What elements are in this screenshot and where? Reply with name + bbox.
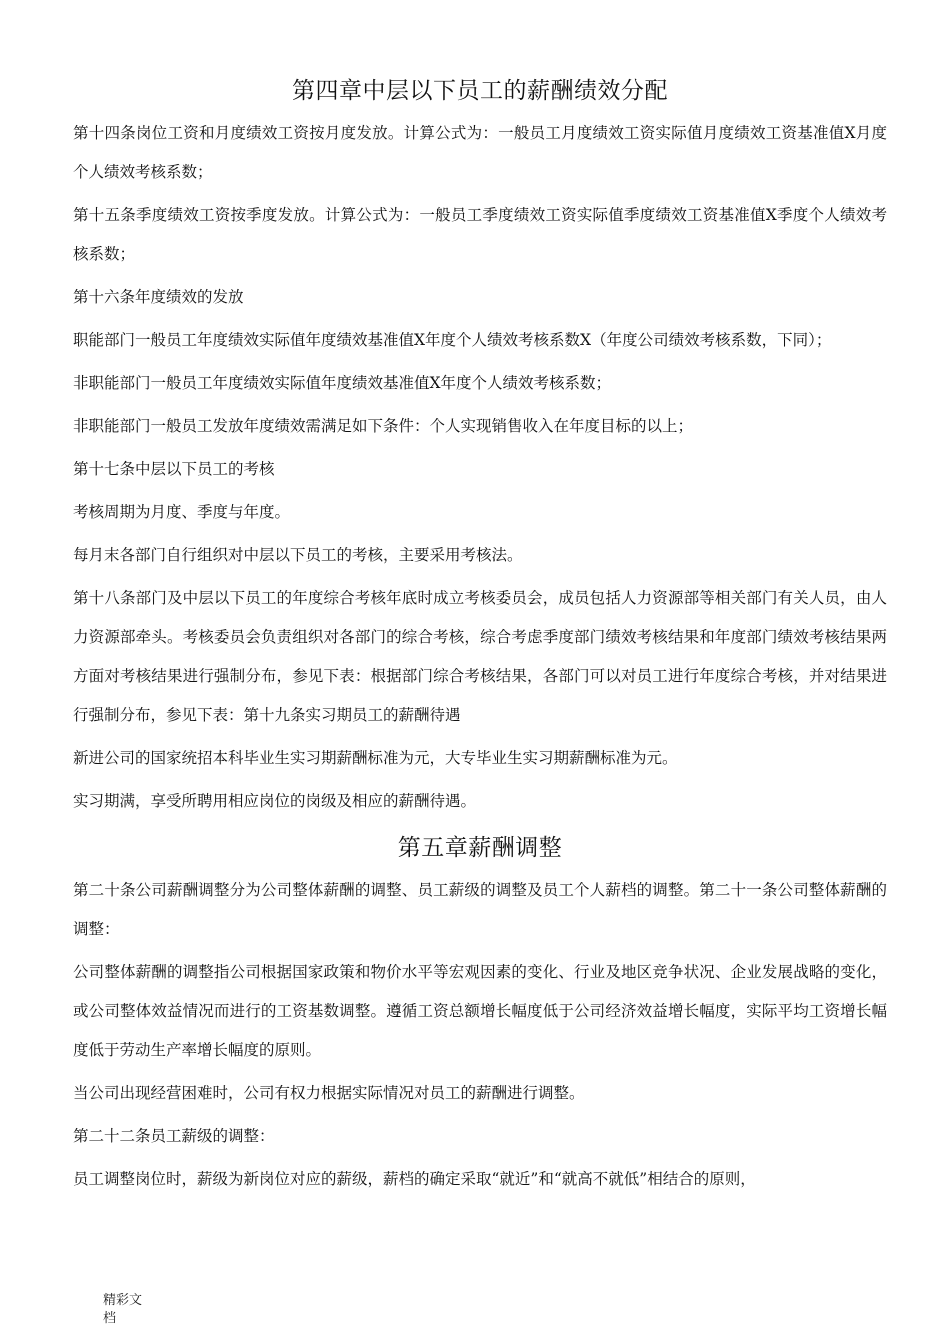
chapter-4-title: 第四章中层以下员工的薪酬绩效分配 — [292, 78, 668, 104]
non-functional-dept-bonus-paragraph: 非职能部门一般员工年度绩效实际值年度绩效基准值X年度个人绩效考核系数； — [73, 374, 612, 392]
bonus-condition-paragraph: 非职能部门一般员工发放年度绩效需满足如下条件：个人实现销售收入在年度目标的以上； — [73, 417, 694, 435]
page-footer — [103, 1292, 151, 1328]
article-22-heading: 第二十二条员工薪级的调整： — [73, 1127, 275, 1145]
article-18-paragraph: 第十八条部门及中层以下员工的年度综合考核年底时成立考核委员会，成员包括人力资源部等相关部门有关人员，由人力资源部牵头。考核委员会负责组织对各部门的综合考核，综合考虑季度部门绩效考核结果和年度部门绩效考核结果两方面对考核结果进行强制分布，参见下表：根据部门综合考核结果，各部门可以对员工进行年度综合考核，并对结果进行强制分布，参见下表：第十九条实习期员工的薪酬待遇 — [73, 589, 887, 724]
chapter-5-title: 第五章薪酬调整 — [397, 835, 563, 861]
functional-dept-bonus-paragraph: 职能部门一般员工年度绩效实际值年度绩效基准值X年度个人绩效考核系数X（年度公司绩效考核系数，下同）； — [73, 331, 832, 349]
article-14-paragraph: 第十四条岗位工资和月度绩效工资按月度发放。计算公式为：一般员工月度绩效工资实际值月度绩效工资基准值X月度个人绩效考核系数； — [73, 124, 887, 181]
footer-line-2: 档 — [103, 1311, 117, 1326]
difficulty-adjustment-paragraph: 当公司出现经营困难时，公司有权力根据实际情况对员工的薪酬进行调整。 — [73, 1084, 585, 1102]
article-20-paragraph: 第二十条公司薪酬调整分为公司整体薪酬的调整、员工薪级的调整及员工个人薪档的调整。第二十一条公司整体薪酬的调整： — [73, 881, 887, 938]
footer-line-1: 精彩文 — [103, 1293, 143, 1308]
document-body — [73, 74, 887, 1203]
intern-salary-paragraph: 新进公司的国家统招本科毕业生实习期薪酬标准为元，大专毕业生实习期薪酬标准为元。 — [73, 749, 678, 767]
position-change-paragraph: 员工调整岗位时，薪级为新岗位对应的薪级，薪档的确定采取“就近”和“就高不就低”相结合的原则， — [73, 1170, 756, 1188]
article-16-heading: 第十六条年度绩效的发放 — [73, 288, 244, 306]
intern-completion-paragraph: 实习期满，享受所聘用相应岗位的岗级及相应的薪酬待遇。 — [73, 792, 477, 810]
overall-salary-adjustment-paragraph: 公司整体薪酬的调整指公司根据国家政策和物价水平等宏观因素的变化、行业及地区竞争状况、企业发展战略的变化，或公司整体效益情况而进行的工资基数调整。遵循工资总额增长幅度低于公司经济效益增长幅度，实际平均工资增长幅度低于劳动生产率增长幅度的原则。 — [73, 963, 887, 1059]
monthly-assessment-paragraph: 每月末各部门自行组织对中层以下员工的考核，主要采用考核法。 — [73, 546, 523, 564]
assessment-cycle-paragraph: 考核周期为月度、季度与年度。 — [73, 503, 291, 521]
article-15-paragraph: 第十五条季度绩效工资按季度发放。计算公式为：一般员工季度绩效工资实际值季度绩效工资基准值X季度个人绩效考核系数； — [73, 206, 887, 263]
article-17-heading: 第十七条中层以下员工的考核 — [73, 460, 275, 478]
